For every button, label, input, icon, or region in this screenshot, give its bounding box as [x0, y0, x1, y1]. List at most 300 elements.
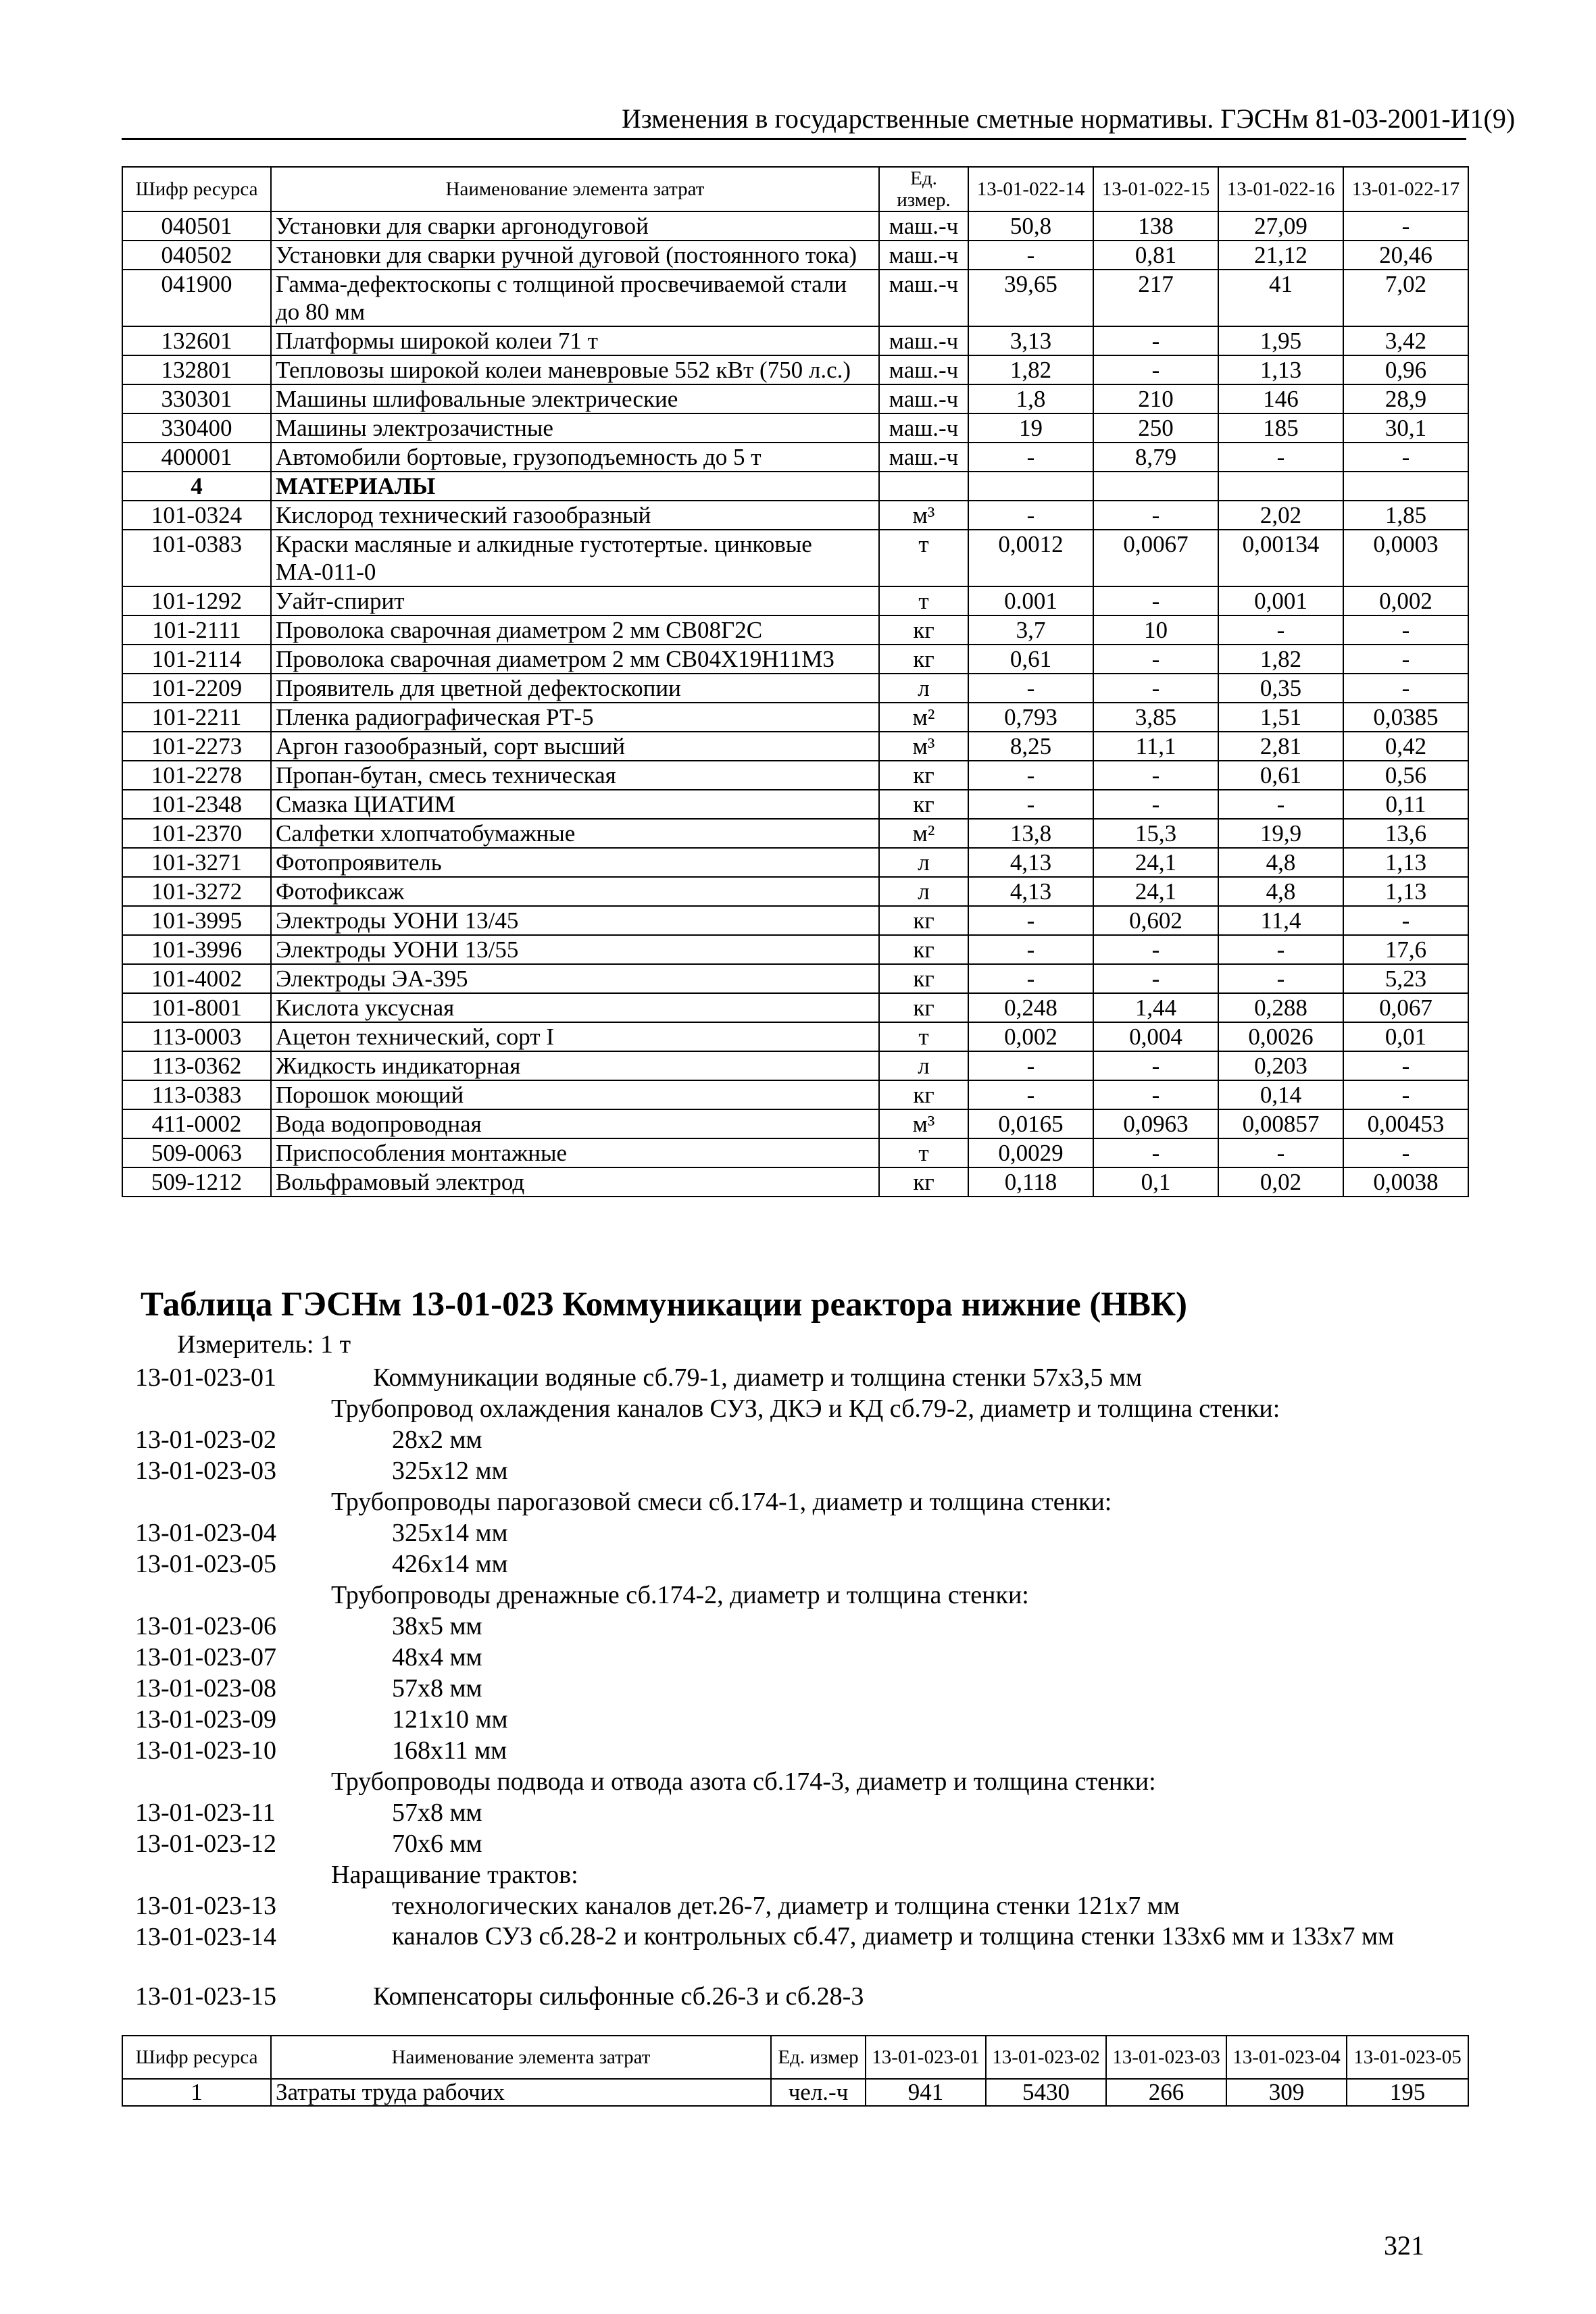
cell-value-2: 5430	[986, 2079, 1106, 2106]
cell-unit: маш.-ч	[879, 443, 968, 472]
cell-name: Порошок моющий	[271, 1080, 879, 1109]
list-item	[135, 1673, 1460, 1704]
cell-value-1: 1,8	[968, 384, 1093, 413]
cell-value-3: -	[1218, 443, 1343, 472]
cell-name: Смазка ЦИАТИМ	[271, 790, 879, 819]
cell-value-2: 24,1	[1093, 848, 1218, 877]
cell-value-3: 4,8	[1218, 848, 1343, 877]
cell-value-4: 0,067	[1343, 993, 1468, 1022]
cell-unit: м³	[879, 501, 968, 530]
header-col-2: 13-01-022-15	[1093, 167, 1218, 211]
cell-value-2: -	[1093, 964, 1218, 993]
list-item	[135, 1517, 1460, 1549]
cell-value-3: 0,203	[1218, 1051, 1343, 1080]
cell-value-3: 4,8	[1218, 877, 1343, 906]
header-col-5: 13-01-023-05	[1347, 2036, 1468, 2079]
cell-name: Проволока сварочная диаметром 2 мм СВ08Г2С	[271, 615, 879, 645]
cell-code: 101-2211	[122, 703, 271, 732]
cell-value-2	[1093, 472, 1218, 501]
table-row	[122, 1022, 1468, 1051]
table-row	[122, 703, 1468, 732]
running-header: Изменения в государственные сметные нормативы. ГЭСНм 81-03-2001-И1(9)	[622, 103, 1516, 134]
item-code: 13-01-023-08	[135, 1674, 276, 1703]
cell-value-1: 19	[968, 413, 1093, 443]
list-item	[135, 1704, 1460, 1735]
item-description: Компенсаторы сильфонные сб.26-3 и сб.28-3	[373, 1982, 864, 2011]
cell-name: Кислота уксусная	[271, 993, 879, 1022]
cell-value-2: 3,85	[1093, 703, 1218, 732]
cell-code: 040501	[122, 211, 271, 241]
cell-code: 101-3995	[122, 906, 271, 935]
table-row	[122, 848, 1468, 877]
cell-name: Машины шлифовальные электрические	[271, 384, 879, 413]
table-row	[122, 790, 1468, 819]
list-item	[135, 1611, 1460, 1642]
cell-unit: м³	[879, 1109, 968, 1138]
cell-code: 101-1292	[122, 586, 271, 615]
measure-unit: Измеритель: 1 т	[177, 1330, 351, 1359]
cell-name: Пленка радиографическая РТ-5	[271, 703, 879, 732]
item-group-heading	[135, 1486, 1460, 1517]
cell-value-2: 0,81	[1093, 241, 1218, 270]
cell-unit: м²	[879, 819, 968, 848]
cell-value-5: 195	[1347, 2079, 1468, 2106]
cell-unit: маш.-ч	[879, 241, 968, 270]
table-row	[122, 530, 1468, 586]
cell-value-4: -	[1343, 645, 1468, 674]
cell-code: 101-2273	[122, 732, 271, 761]
cell-value-4: 0,42	[1343, 732, 1468, 761]
cell-value-4: 309	[1226, 2079, 1347, 2106]
table-row	[122, 964, 1468, 993]
cell-code: 132601	[122, 326, 271, 355]
cell-code: 101-2209	[122, 674, 271, 703]
cell-name: Приспособления монтажные	[271, 1138, 879, 1167]
cell-value-1: -	[968, 964, 1093, 993]
cell-value-1: 0,0012	[968, 530, 1093, 586]
cell-value-2: 10	[1093, 615, 1218, 645]
cell-value-3: 0,35	[1218, 674, 1343, 703]
cell-code: 101-3996	[122, 935, 271, 964]
cell-unit: л	[879, 877, 968, 906]
item-code: 13-01-023-14	[135, 1923, 276, 1951]
list-item	[135, 1549, 1460, 1580]
table-body	[122, 2079, 1468, 2106]
cell-value-1: 1,82	[968, 355, 1093, 384]
cell-value-3: 21,12	[1218, 241, 1343, 270]
cell-value-4: 7,02	[1343, 270, 1468, 326]
item-description: каналов СУЗ сб.28-2 и контрольных сб.47, диаметр и толщина стенки 133х6 мм и 133х7 мм	[392, 1922, 1395, 1951]
header-code: Шифр ресурса	[122, 167, 271, 211]
table-row	[122, 355, 1468, 384]
cell-value-2: 15,3	[1093, 819, 1218, 848]
cell-code: 101-2278	[122, 761, 271, 790]
table-row	[122, 1080, 1468, 1109]
cell-value-4: 0,01	[1343, 1022, 1468, 1051]
list-item	[135, 1455, 1460, 1486]
resource-table-022	[122, 166, 1469, 1197]
cell-value-3: 1,95	[1218, 326, 1343, 355]
cell-value-4: 0,11	[1343, 790, 1468, 819]
cell-name: Пропан-бутан, смесь техническая	[271, 761, 879, 790]
cell-value-2: 0,0067	[1093, 530, 1218, 586]
cell-code: 400001	[122, 443, 271, 472]
cell-unit: кг	[879, 1080, 968, 1109]
cell-value-2: 0,004	[1093, 1022, 1218, 1051]
cell-value-4: 5,23	[1343, 964, 1468, 993]
cell-value-3	[1218, 472, 1343, 501]
cell-value-4: 0,00453	[1343, 1109, 1468, 1138]
cell-value-1: 39,65	[968, 270, 1093, 326]
cell-value-3: 1,82	[1218, 645, 1343, 674]
cell-code: 101-2370	[122, 819, 271, 848]
cell-unit: л	[879, 848, 968, 877]
table-header-row	[122, 167, 1468, 211]
cell-value-1: -	[968, 906, 1093, 935]
cell-unit: маш.-ч	[879, 384, 968, 413]
table-header-row	[122, 2036, 1468, 2079]
header-code: Шифр ресурса	[122, 2036, 271, 2079]
list-item	[135, 1362, 1460, 1393]
cell-unit: т	[879, 530, 968, 586]
resource-table-023	[122, 2035, 1469, 2107]
cell-value-3: -	[1218, 935, 1343, 964]
cell-unit: м²	[879, 703, 968, 732]
cell-unit: л	[879, 1051, 968, 1080]
cell-value-3: 2,81	[1218, 732, 1343, 761]
cell-code: 101-0324	[122, 501, 271, 530]
cell-value-2: 0,1	[1093, 1167, 1218, 1197]
cell-value-1	[968, 472, 1093, 501]
cell-unit: маш.-ч	[879, 270, 968, 326]
table-row	[122, 413, 1468, 443]
cell-unit: кг	[879, 761, 968, 790]
item-code: 13-01-023-13	[135, 1892, 276, 1920]
cell-name: Тепловозы широкой колеи маневровые 552 кВт (750 л.с.)	[271, 355, 879, 384]
cell-name: Затраты труда рабочих	[271, 2079, 771, 2106]
cell-code: 113-0003	[122, 1022, 271, 1051]
header-col-3: 13-01-022-16	[1218, 167, 1343, 211]
table-row	[122, 443, 1468, 472]
cell-name: Салфетки хлопчатобумажные	[271, 819, 879, 848]
cell-value-2: 217	[1093, 270, 1218, 326]
cell-name: Электроды УОНИ 13/45	[271, 906, 879, 935]
cell-value-4: -	[1343, 906, 1468, 935]
item-description: 48х4 мм	[392, 1643, 482, 1671]
item-description: 168х11 мм	[392, 1736, 507, 1765]
cell-value-4: 17,6	[1343, 935, 1468, 964]
cell-code: 041900	[122, 270, 271, 326]
table-row	[122, 1167, 1468, 1197]
item-code: 13-01-023-10	[135, 1736, 276, 1765]
item-group-heading	[135, 1393, 1460, 1424]
list-item	[135, 1981, 1460, 2012]
cell-value-1: 0,118	[968, 1167, 1093, 1197]
table-row	[122, 211, 1468, 241]
cell-value-1: 8,25	[968, 732, 1093, 761]
cell-value-1: 0.001	[968, 586, 1093, 615]
cell-code: 101-4002	[122, 964, 271, 993]
cell-code: 113-0383	[122, 1080, 271, 1109]
table-body	[122, 211, 1468, 1197]
cell-value-2: -	[1093, 674, 1218, 703]
cell-value-3: 0,001	[1218, 586, 1343, 615]
table-row	[122, 1109, 1468, 1138]
cell-value-4: 28,9	[1343, 384, 1468, 413]
cell-name: Автомобили бортовые, грузоподъемность до 5 т	[271, 443, 879, 472]
table-row	[122, 384, 1468, 413]
cell-value-3: 0,14	[1218, 1080, 1343, 1109]
header-name: Наименование элемента затрат	[271, 2036, 771, 2079]
item-description: Трубопроводы подвода и отвода азота сб.174-3, диаметр и толщина стенки:	[331, 1767, 1156, 1796]
cell-unit: маш.-ч	[879, 211, 968, 241]
header-col-1: 13-01-023-01	[866, 2036, 986, 2079]
item-code: 13-01-023-06	[135, 1612, 276, 1640]
cell-name: МАТЕРИАЛЫ	[271, 472, 879, 501]
item-code: 13-01-023-15	[135, 1982, 276, 2011]
item-code: 13-01-023-09	[135, 1705, 276, 1734]
cell-unit: чел.-ч	[771, 2079, 866, 2106]
cell-name: Электроды ЭА-395	[271, 964, 879, 993]
table-row	[122, 241, 1468, 270]
cell-value-2: -	[1093, 761, 1218, 790]
table-row	[122, 270, 1468, 326]
cell-unit: т	[879, 586, 968, 615]
cell-unit: л	[879, 674, 968, 703]
table-row	[122, 645, 1468, 674]
item-code: 13-01-023-03	[135, 1457, 276, 1485]
header-col-3: 13-01-023-03	[1106, 2036, 1226, 2079]
cell-unit: кг	[879, 645, 968, 674]
cell-value-4: 1,13	[1343, 877, 1468, 906]
cell-value-4: 0,56	[1343, 761, 1468, 790]
cell-value-2: 0,0963	[1093, 1109, 1218, 1138]
cell-value-3: 41	[1218, 270, 1343, 326]
cell-unit	[879, 472, 968, 501]
header-name: Наименование элемента затрат	[271, 167, 879, 211]
cell-value-4: 0,0003	[1343, 530, 1468, 586]
cell-unit: кг	[879, 964, 968, 993]
header-col-4: 13-01-023-04	[1226, 2036, 1347, 2079]
cell-value-1: -	[968, 935, 1093, 964]
cell-value-1: 0,0165	[968, 1109, 1093, 1138]
cell-unit: маш.-ч	[879, 355, 968, 384]
cell-unit: кг	[879, 615, 968, 645]
item-code: 13-01-023-02	[135, 1426, 276, 1454]
list-item	[135, 1921, 1460, 1981]
item-code: 13-01-023-05	[135, 1550, 276, 1578]
cell-value-2: -	[1093, 645, 1218, 674]
cell-name: Проявитель для цветной дефектоскопии	[271, 674, 879, 703]
cell-value-1: 0,61	[968, 645, 1093, 674]
table-row	[122, 906, 1468, 935]
cell-unit: маш.-ч	[879, 413, 968, 443]
cell-value-4: 3,42	[1343, 326, 1468, 355]
list-item	[135, 1642, 1460, 1673]
cell-name: Жидкость индикаторная	[271, 1051, 879, 1080]
cell-unit: кг	[879, 935, 968, 964]
cell-value-1: -	[968, 674, 1093, 703]
cell-code: 330301	[122, 384, 271, 413]
cell-value-4: 0,96	[1343, 355, 1468, 384]
cell-value-1: 3,7	[968, 615, 1093, 645]
item-description: 325х14 мм	[392, 1519, 508, 1547]
item-code: 13-01-023-11	[135, 1799, 276, 1827]
cell-value-2: -	[1093, 501, 1218, 530]
cell-value-3: 146	[1218, 384, 1343, 413]
cell-value-1: -	[968, 241, 1093, 270]
cell-value-3: -	[1218, 790, 1343, 819]
item-description: 57х8 мм	[392, 1674, 482, 1703]
cell-value-4: 1,13	[1343, 848, 1468, 877]
item-description: Наращивание трактов:	[331, 1861, 578, 1889]
cell-name: Ацетон технический, сорт I	[271, 1022, 879, 1051]
item-description: 121х10 мм	[392, 1705, 508, 1734]
cell-value-2: 11,1	[1093, 732, 1218, 761]
table-row	[122, 732, 1468, 761]
table-row	[122, 1051, 1468, 1080]
cell-unit: кг	[879, 790, 968, 819]
cell-value-4: 30,1	[1343, 413, 1468, 443]
table-row	[122, 2079, 1468, 2106]
list-item	[135, 1828, 1460, 1859]
table-section-title: Таблица ГЭСНм 13-01-023 Коммуникации реактора нижние (НВК)	[141, 1286, 1188, 1324]
list-item	[135, 1735, 1460, 1766]
cell-value-2: 0,602	[1093, 906, 1218, 935]
cell-name: Краски масляные и алкидные густотертые. цинковые МА-011-0	[271, 530, 879, 586]
cell-value-2: -	[1093, 1080, 1218, 1109]
cell-name: Электроды УОНИ 13/55	[271, 935, 879, 964]
cell-value-1: 4,13	[968, 877, 1093, 906]
item-description: 57х8 мм	[392, 1799, 482, 1827]
cell-value-3: 0,288	[1218, 993, 1343, 1022]
cell-code: 330400	[122, 413, 271, 443]
cell-value-4: -	[1343, 443, 1468, 472]
cell-value-3: 11,4	[1218, 906, 1343, 935]
item-description: Трубопроводы дренажные сб.174-2, диаметр и толщина стенки:	[331, 1581, 1029, 1609]
cell-value-3: 1,51	[1218, 703, 1343, 732]
cell-value-4: -	[1343, 674, 1468, 703]
cell-value-1: 13,8	[968, 819, 1093, 848]
header-col-4: 13-01-022-17	[1343, 167, 1468, 211]
table-row	[122, 615, 1468, 645]
cell-value-4: 0,002	[1343, 586, 1468, 615]
cell-code: 113-0362	[122, 1051, 271, 1080]
cell-unit: кг	[879, 993, 968, 1022]
table-row	[122, 819, 1468, 848]
header-col-1: 13-01-022-14	[968, 167, 1093, 211]
cell-value-2: -	[1093, 326, 1218, 355]
cell-value-1: -	[968, 1080, 1093, 1109]
cell-value-1: -	[968, 761, 1093, 790]
cell-value-3: 0,61	[1218, 761, 1343, 790]
cell-value-3: -	[1218, 964, 1343, 993]
item-code: 13-01-023-04	[135, 1519, 276, 1547]
item-description: 38х5 мм	[392, 1612, 482, 1640]
item-code: 13-01-023-07	[135, 1643, 276, 1671]
cell-value-4: 20,46	[1343, 241, 1468, 270]
item-description: Коммуникации водяные сб.79-1, диаметр и толщина стенки 57х3,5 мм	[373, 1363, 1142, 1392]
cell-value-2: 210	[1093, 384, 1218, 413]
cell-value-3: 27,09	[1218, 211, 1343, 241]
cell-code: 101-0383	[122, 530, 271, 586]
cell-value-1: 941	[866, 2079, 986, 2106]
cell-value-3: 0,00134	[1218, 530, 1343, 586]
cell-unit: т	[879, 1022, 968, 1051]
cell-value-1: -	[968, 443, 1093, 472]
item-description: 70х6 мм	[392, 1830, 482, 1858]
table-row	[122, 1138, 1468, 1167]
table-row	[122, 674, 1468, 703]
cell-name: Гамма-дефектоскопы с толщиной просвечиваемой стали до 80 мм	[271, 270, 879, 326]
cell-code: 101-2111	[122, 615, 271, 645]
cell-unit: маш.-ч	[879, 326, 968, 355]
item-group-heading	[135, 1766, 1460, 1797]
table-row	[122, 877, 1468, 906]
cell-value-1: -	[968, 790, 1093, 819]
cell-value-3: 2,02	[1218, 501, 1343, 530]
cell-code: 101-2114	[122, 645, 271, 674]
table-row	[122, 501, 1468, 530]
item-description: технологических каналов дет.26-7, диаметр и толщина стенки 121х7 мм	[392, 1892, 1180, 1920]
cell-value-3: 185	[1218, 413, 1343, 443]
header-rule	[122, 138, 1466, 140]
cell-value-1: 50,8	[968, 211, 1093, 241]
cell-code: 509-0063	[122, 1138, 271, 1167]
cell-name: Фотопроявитель	[271, 848, 879, 877]
table-row	[122, 326, 1468, 355]
cell-name: Фотофиксаж	[271, 877, 879, 906]
item-description: Трубопровод охлаждения каналов СУЗ, ДКЭ и КД сб.79-2, диаметр и толщина стенки:	[331, 1394, 1280, 1423]
cell-value-2: -	[1093, 355, 1218, 384]
item-description: 325х12 мм	[392, 1457, 508, 1485]
cell-name: Машины электрозачистные	[271, 413, 879, 443]
cell-value-3: 0,0026	[1218, 1022, 1343, 1051]
cell-value-3: -	[1218, 1138, 1343, 1167]
list-item	[135, 1424, 1460, 1455]
cell-value-4: -	[1343, 1080, 1468, 1109]
list-item	[135, 1797, 1460, 1828]
cell-value-1: 0,0029	[968, 1138, 1093, 1167]
cell-value-4	[1343, 472, 1468, 501]
cell-name: Вода водопроводная	[271, 1109, 879, 1138]
cell-name: Платформы широкой колеи 71 т	[271, 326, 879, 355]
cell-value-1: 0,002	[968, 1022, 1093, 1051]
cell-name: Вольфрамовый электрод	[271, 1167, 879, 1197]
table-row	[122, 761, 1468, 790]
table-row	[122, 586, 1468, 615]
cell-value-1: 3,13	[968, 326, 1093, 355]
item-list	[135, 1362, 1460, 2012]
cell-value-2: 250	[1093, 413, 1218, 443]
cell-name: Аргон газообразный, сорт высший	[271, 732, 879, 761]
cell-value-4: 0,0385	[1343, 703, 1468, 732]
cell-value-2: -	[1093, 586, 1218, 615]
cell-value-1: 0,248	[968, 993, 1093, 1022]
cell-name: Кислород технический газообразный	[271, 501, 879, 530]
cell-value-3: -	[1218, 615, 1343, 645]
item-description: Трубопроводы парогазовой смеси сб.174-1, диаметр и толщина стенки:	[331, 1488, 1112, 1516]
cell-code: 411-0002	[122, 1109, 271, 1138]
section-row	[122, 472, 1468, 501]
cell-value-4: -	[1343, 1138, 1468, 1167]
cell-value-2: -	[1093, 790, 1218, 819]
cell-value-1: 4,13	[968, 848, 1093, 877]
cell-value-2: 1,44	[1093, 993, 1218, 1022]
cell-value-3: 19,9	[1218, 819, 1343, 848]
cell-value-4: 1,85	[1343, 501, 1468, 530]
table-row	[122, 993, 1468, 1022]
